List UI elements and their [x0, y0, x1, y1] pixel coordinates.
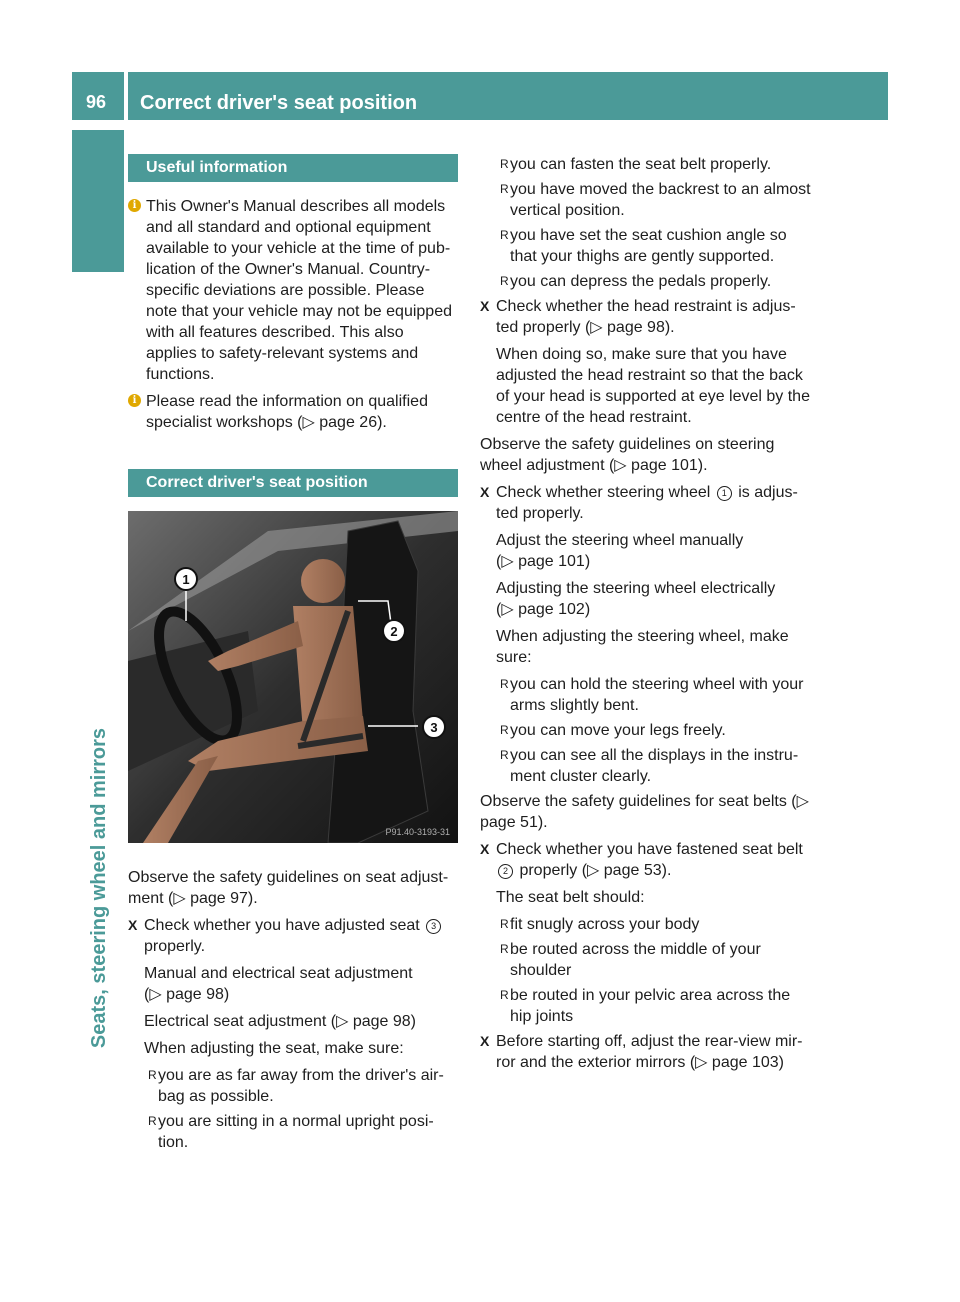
page-title: Correct driver's seat position	[128, 72, 888, 120]
step-arrow-icon: X	[480, 298, 490, 314]
list-item-text: you can move your legs freely.	[510, 722, 726, 739]
list-item	[480, 914, 812, 935]
callout-2	[383, 620, 405, 642]
bullet-icon: R	[148, 1068, 157, 1082]
steer-electric-ref: (▷ page 102)	[496, 601, 591, 618]
list-item	[480, 225, 812, 267]
steer-manual	[480, 530, 812, 572]
useful-info-heading: Useful information	[128, 154, 458, 182]
bullet-icon: R	[500, 157, 509, 171]
head-restraint-detail: When doing so, make sure that you have adjusted the head restraint so that the back of your head is supported at eye level by the centre of the head restraint.	[496, 346, 810, 426]
list-item-text: you can hold the steering wheel with your arms slightly bent.	[510, 676, 804, 714]
steer-manual-text: Adjust the steering wheel manually	[496, 532, 744, 549]
bullet-icon: R	[500, 228, 509, 242]
seat-position-heading: Correct driver's seat position	[128, 469, 458, 497]
bullet-icon: R	[500, 917, 509, 931]
callout-3	[423, 716, 445, 738]
step-head-restraint	[480, 296, 812, 338]
list-item	[480, 985, 812, 1027]
page-number: 96	[72, 72, 124, 120]
bullet-icon: R	[500, 274, 509, 288]
when-seat-text: When adjusting the seat, make sure:	[144, 1040, 404, 1057]
bullet-icon: R	[500, 182, 509, 196]
step-head-restraint-text: Check whether the head restraint is adjus-ted properly (▷ page 98).	[496, 298, 796, 336]
list-item-text: you are as far away from the driver's air-bag as possible.	[158, 1067, 444, 1105]
callout-2-label: 2	[390, 624, 398, 639]
bullet-icon: R	[500, 677, 509, 691]
driver-seat-illustration	[128, 511, 458, 843]
step-check-seat-text-a: Check whether you have adjusted seat	[144, 917, 420, 934]
list-item-text: be routed across the middle of your shoulder	[510, 941, 761, 979]
bullet-icon: R	[500, 988, 509, 1002]
figure-code: P91.40-3193-31	[385, 827, 450, 837]
right-column	[480, 154, 812, 1079]
steer-electric-text: Adjusting the steering wheel electrically	[496, 580, 776, 597]
step-check-steering-text-b: is adjus-ted properly.	[496, 484, 798, 522]
steer-electric	[480, 578, 812, 620]
list-item	[480, 271, 812, 292]
when-steer-text: When adjusting the steering wheel, make sure:	[496, 628, 789, 666]
callout-ref-2: 2	[498, 864, 513, 879]
side-tab	[72, 130, 124, 272]
step-check-belt-text-a: Check whether you have fastened seat belt	[496, 841, 803, 858]
callout-1	[175, 568, 197, 590]
step-check-seat	[128, 915, 458, 957]
left-column	[128, 154, 458, 1157]
info-note-2	[128, 391, 458, 433]
list-item-text: you can depress the pedals properly.	[510, 273, 772, 290]
list-item-text: be routed in your pelvic area across the hip joints	[510, 987, 791, 1025]
step-mirrors-text: Before starting off, adjust the rear-view mir-ror and the exterior mirrors (▷ page 103)	[496, 1033, 803, 1071]
manual-seat-ref: (▷ page 98)	[144, 986, 230, 1003]
callout-3-label: 3	[430, 720, 438, 735]
belt-should-text: The seat belt should:	[496, 889, 645, 906]
step-arrow-icon: X	[480, 841, 490, 857]
list-item-text: fit snugly across your body	[510, 916, 700, 933]
list-item	[480, 745, 812, 787]
side-label-text: Seats, steering wheel and mirrors	[88, 727, 110, 1049]
list-item	[480, 939, 812, 981]
list-item	[480, 154, 812, 175]
step-check-belt-text-b: properly (▷ page 53).	[519, 862, 672, 879]
list-item-text: you have set the seat cushion angle so that your thighs are gently supported.	[510, 227, 787, 265]
manual-seat-label-text: Manual and electrical seat adjustment	[144, 965, 413, 982]
step-check-seat-text-b: properly.	[144, 938, 206, 955]
step-check-belt	[480, 839, 812, 881]
list-item-text: you can fasten the seat belt properly.	[510, 156, 772, 173]
step-arrow-icon: X	[128, 917, 138, 933]
belt-guidelines-text: Observe the safety guidelines for seat belts (▷ page 51).	[480, 793, 809, 831]
seat-guidelines-text: Observe the safety guidelines on seat adjust-ment (▷ page 97).	[128, 869, 449, 907]
info-note-1-text: This Owner's Manual describes all models and all standard and optional equipment available to your vehicle at the time of pub-lication of the Owner's Manual. Country-specific deviations are possible. Please note that your vehicle may not be equipped with all features described. This also applies to safety-relevant systems and functions.	[146, 198, 452, 383]
steer-manual-ref: (▷ page 101)	[496, 553, 591, 570]
driver-head	[301, 559, 345, 603]
callout-1-label: 1	[182, 572, 190, 587]
list-item-text: you are sitting in a normal upright posi-tion.	[158, 1113, 434, 1151]
seat-illustration-svg	[128, 511, 458, 843]
step-check-steering-text-a: Check whether steering wheel	[496, 484, 711, 501]
manual-seat-label	[128, 963, 458, 1005]
bullet-icon: R	[500, 723, 509, 737]
list-item	[480, 674, 812, 716]
list-item	[480, 720, 812, 741]
list-item-text: you can see all the displays in the instru-ment cluster clearly.	[510, 747, 799, 785]
info-note-1	[128, 196, 458, 385]
step-arrow-icon: X	[480, 484, 490, 500]
list-item-text: you have moved the backrest to an almost vertical position.	[510, 181, 811, 219]
list-item	[480, 179, 812, 221]
info-icon: i	[128, 199, 141, 212]
list-item	[128, 1065, 458, 1107]
list-item	[128, 1111, 458, 1153]
step-mirrors	[480, 1031, 812, 1073]
callout-ref-1: 1	[717, 486, 732, 501]
bullet-icon: R	[500, 748, 509, 762]
info-icon: i	[128, 394, 141, 407]
steering-guidelines-text: Observe the safety guidelines on steering wheel adjustment (▷ page 101).	[480, 436, 775, 474]
callout-ref-3: 3	[426, 919, 441, 934]
electrical-seat-text: Electrical seat adjustment (▷ page 98)	[144, 1013, 416, 1030]
step-arrow-icon: X	[480, 1033, 490, 1049]
step-check-steering	[480, 482, 812, 524]
info-note-2-text: Please read the information on qualified specialist workshops (▷ page 26).	[146, 393, 428, 431]
bullet-icon: R	[500, 942, 509, 956]
bullet-icon: R	[148, 1114, 157, 1128]
